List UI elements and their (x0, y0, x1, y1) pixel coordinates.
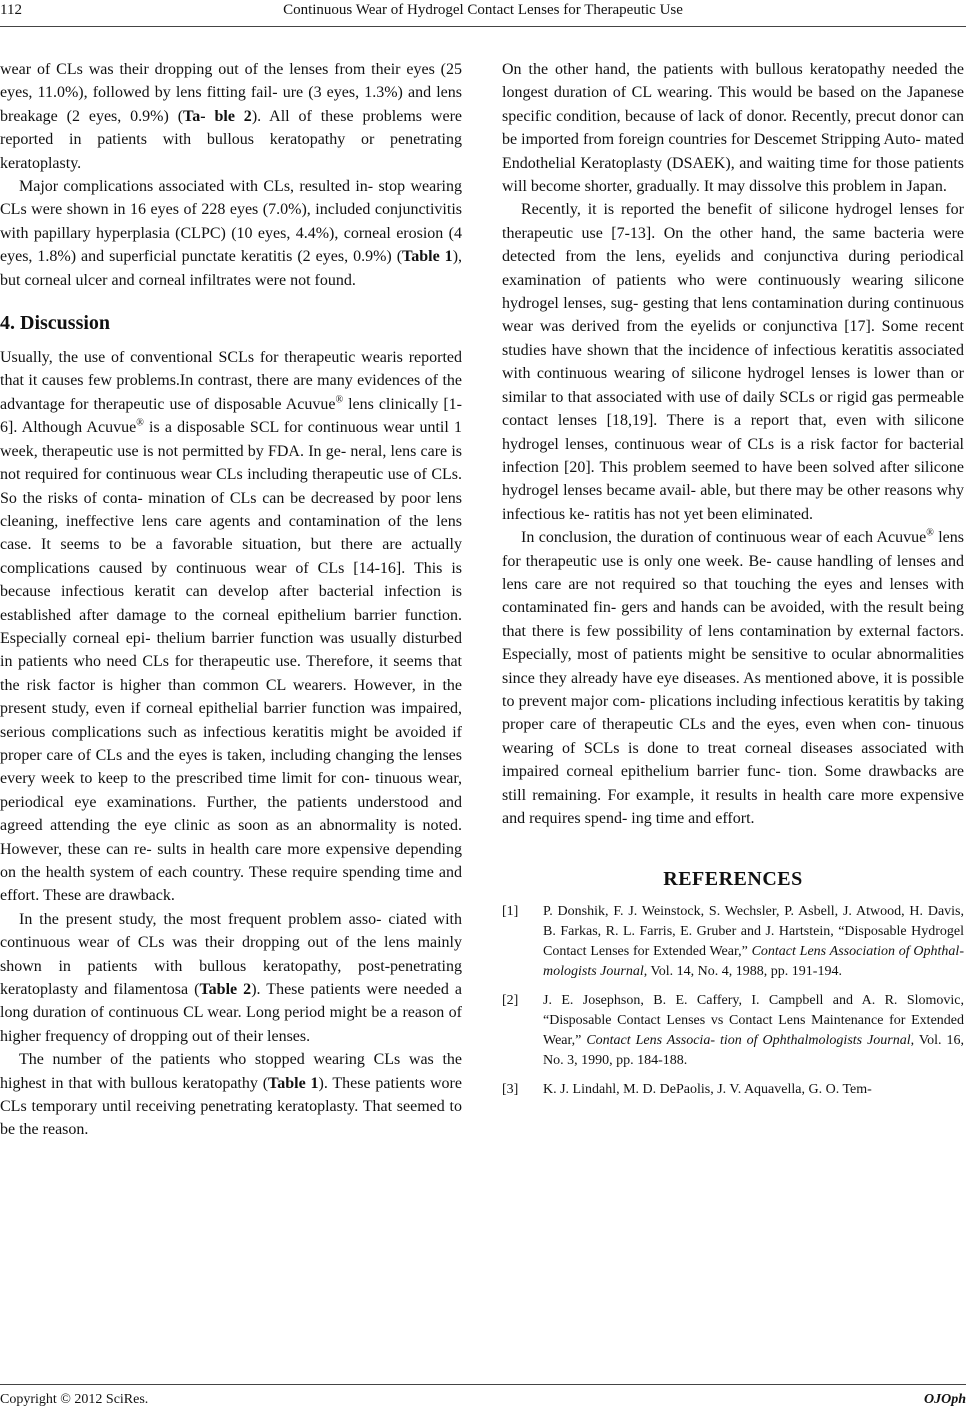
registered-mark: ® (926, 527, 934, 539)
text-run: Major complications associated with CLs, resulted in- stop wearing CLs were shown in 16 eyes of 228 eyes (7.0%), included conjunctivitis with papillary hyperplasia (CLPC) (10 eyes, 4.4%), corneal erosion (4 eyes, 1.8%) and superficial punctate keratitis (2 eyes, 0.9%) ( (0, 178, 462, 266)
paragraph (0, 175, 462, 292)
text-run: lens clinically [1-6]. Although Acuvue (0, 395, 462, 437)
reference-item (502, 1080, 964, 1100)
journal-abbreviation: OJOph (923, 1392, 966, 1407)
section-heading: 4. Discussion (0, 312, 111, 335)
journal-name: Contact Lens Association of Ophthal- mologists Journal (543, 944, 964, 980)
reference-text (543, 1080, 964, 1100)
text-run: ). All of these problems were reported in patients with bullous keratopathy or penetrating keratoplasty. (0, 107, 462, 172)
paragraph (502, 526, 964, 830)
header-rule (0, 26, 966, 27)
paragraph (0, 908, 462, 1048)
reference-number: [3] (502, 1082, 519, 1098)
text-run: In the present study, the most frequent problem asso- ciated with continuous wear of CLs was their dropping out of the lens mainly shown in patients with bullous keratopathy, post-penetrating keratoplasty and filamentosa ( (0, 910, 462, 999)
reference-item (502, 991, 964, 1071)
paragraph (0, 346, 462, 908)
reference-text (543, 991, 964, 1071)
text-run: J. E. Josephson, B. E. Caffery, I. Campbell and A. R. Slomovic, “Disposable Contact Lenses vs Contact Lens Maintenance for Extended Wear,” (543, 993, 964, 1049)
text-run: ). These patients wore CLs temporary until receiving penetrating keratoplasty. That seemed to be the reason. (0, 1074, 462, 1139)
paragraph (0, 1048, 462, 1142)
reference-text (543, 902, 964, 982)
paragraph: Recently, it is reported the benefit of silicone hydrogel lenses for therapeutic use [7-13]. On the other hand, the same bacteria were detected from the lens, eyelids and conjunctiva during periodical examination of patients who were continuously wearing silicone hydrogel lenses, sug- gesting that lens contamination during continuous wear was derived from the eyelids or conjunctiva [17]. Some recent studies have shown that the incidence of infectious keratitis associated with continuous wearing of silicone hydrogel lenses is lower than or similar to that associated with use of daily SCLs or rigid gas permeable contact lenses [18,19]. There is a report that, even with silicone hydrogel lenses, continuous wear of CLs is a risk factor for bacterial infection [20]. This problem seemed to have been solved after silicone hydrogel lenses became avail- able, but there may be other reasons why infectious ke- ratitis has not yet been eliminated. (502, 201, 964, 523)
reference-item (502, 902, 964, 982)
running-title: Continuous Wear of Hydrogel Contact Lenses for Therapeutic Use (283, 2, 683, 18)
page-number: 112 (0, 2, 22, 18)
paragraph: On the other hand, the patients with bullous keratopathy needed the longest duration of CL wearing. This would be based on the Japanese specific condition, because of lack of donor. Recently, precut donor can be imported from foreign countries for Descemet Stripping Auto- mated Endothelial Keratoplasty (DSAEK), and waiting time for those patients will become shorter, gradually. It may dissolve this problem in Japan. (502, 61, 964, 196)
text-run: , Vol. 16, No. 3, 1990, pp. 184-188. (543, 1033, 964, 1069)
reference-number: [1] (502, 904, 519, 920)
text-run: Usually, the use of conventional SCLs for therapeutic wearis reported that it causes few problems.In contrast, there are many evidences of the advantage for therapeutic use of disposable Acuvue (0, 349, 462, 413)
text-run: , Vol. 14, No. 4, 1988, pp. 191-194. (643, 964, 842, 980)
text-run: is a disposable SCL for continuous wear until 1 week, therapeutic use is not permitted by FDA. In ge- neral, lens care is not required for continuous wear CLs including therapeutic use of CLs. So the risks of conta- mination of CLs can be decreased by poor lens cleaning, ineffective lens care agents and contamination of the lens case. It seems to be a favorable situation, but there are actually complications caused by continuous wear of CLs [14-16]. This is because infectious keratit can develop after bacterial infection is established after damage to the corneal epithelium barrier function. Especially corneal epi- thelium barrier function was usually disturbed in patients who need CLs for therapeutic use. Therefore, it seems that the risk factor is higher than common CL wearers. However, in the present study, even if corneal epithelial barrier function was impaired, serious complications such as infectious keratitis might be avoided if proper care of CLs and the eyes is taken, including changing the lenses every week to keep to the prescribed time limit for con- tinuous wear, periodical eye examinations. Further, the patients understood and agreed attending the eye clinic as soon as an abnormality is noted. However, these can re- sults in health care more expensive depending on the health system of each country. These require spending time and effort. These are drawback. (0, 419, 463, 905)
text-run: wear of CLs was their dropping out of the lenses from their eyes (25 eyes, 11.0%), followed by lens fitting fail- ure (3 eyes, 1.3%) and lens breakage (2 eyes, 0.9%) ( (0, 61, 462, 125)
footer-rule (0, 1384, 966, 1385)
registered-mark: ® (136, 417, 144, 429)
text-run: ), but corneal ulcer and corneal infiltrates were not found. (0, 248, 463, 289)
text-run: ). These patients were needed a long duration of continuous CL wear. Long period might be a reason of higher frequency of dropping out of their lenses. (0, 981, 463, 1045)
text-run: In conclusion, the duration of continuous wear of each Acuvue (521, 529, 927, 547)
table-reference-link[interactable]: Ta- ble 2 (183, 107, 252, 125)
references-heading: REFERENCES (663, 868, 803, 891)
paragraph (0, 58, 462, 175)
table-reference-link[interactable]: Table 1 (268, 1074, 319, 1092)
copyright-notice: Copyright © 2012 SciRes. (0, 1392, 149, 1407)
left-column (0, 58, 462, 1142)
text-run: lens for therapeutic use is only one week. Be- cause handling of lenses and lens care are not required so that touching the eyes and lenses with contaminated fin- gers and hands can be avoided, with the result being that there is few possibility of lens contamination by external factors. Especially, most of patients might be sensitive to ocular abnormalities since they already have eye diseases. As mentioned above, it is possible to prevent major com- plications including infectious keratitis by taking proper care of therapeutic CLs and the eyes, even when con- tinuous wearing of SCLs is done to treat corneal diseases associated with impaired corneal epithelium barrier func- tion. Some drawbacks are still remaining. For example, it results in health care more expensive and requires spend- ing time and effort. (502, 529, 964, 827)
reference-number: [2] (502, 993, 519, 1009)
text-run: K. J. Lindahl, M. D. DePaolis, J. V. Aquavella, G. O. Tem- (543, 1082, 872, 1098)
registered-mark: ® (335, 394, 344, 406)
text-run: P. Donshik, F. J. Weinstock, S. Wechsler, P. Asbell, J. Atwood, H. Davis, B. Farkas, R. L. Farris, E. Gruber and J. Hartstein, “Disposable Hydrogel Contact Lenses for Extended Wear,” (543, 904, 964, 960)
journal-name: Contact Lens Associa- tion of Ophthalmologists Journal (586, 1033, 911, 1049)
table-reference-link[interactable]: Table 2 (199, 981, 252, 999)
text-run: The number of the patients who stopped wearing CLs was the highest in that with bullous keratopathy ( (0, 1051, 462, 1092)
right-column (502, 58, 964, 1109)
reference-list (502, 902, 964, 1100)
table-reference-link[interactable]: Table 1 (402, 248, 453, 266)
